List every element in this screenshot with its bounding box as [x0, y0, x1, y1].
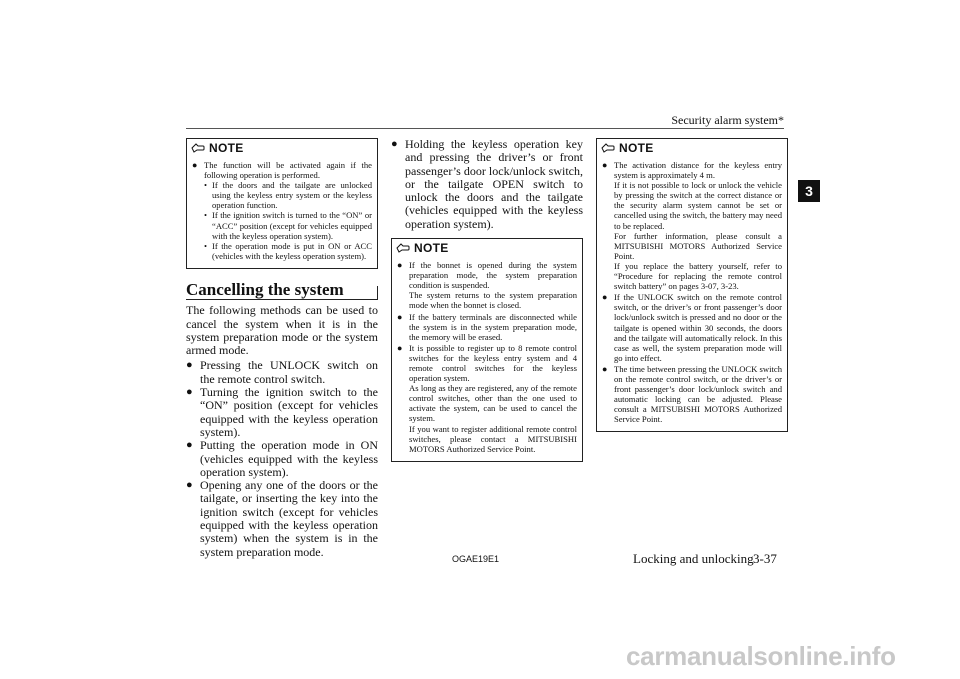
document-code: OGAE19E1 — [452, 554, 500, 564]
running-head: Security alarm system* — [671, 113, 784, 127]
method-list — [186, 359, 378, 558]
intro-paragraph: The following methods can be used to cancel the system when it is in the system preparation mode or the system armed mode. — [186, 303, 378, 358]
header-rule — [186, 128, 784, 129]
note-box — [186, 138, 378, 269]
note-subitem: • If the ignition switch is turned to the “ON” or “ACC” position (except for vehicles equipped with the keyless operation system). — [204, 210, 372, 240]
watermark: carmanualsonline.info — [626, 641, 896, 671]
chapter-tab: 3 — [798, 180, 820, 202]
note-title: NOTE — [619, 140, 654, 155]
note-bullet — [397, 343, 577, 454]
note-bullet: ● The time between pressing the UNLOCK switch on the remote control switch, or the driver’s or front passenger’s door lock/unlock switch and automatic locking can be adjusted. Please consult a MITSUBISHI MOTORS Authorized Service Point. — [602, 364, 782, 425]
note-bullet — [397, 260, 577, 310]
note-bullet-text: ● It is possible to register up to 8 remote control switches for the keyless entry system and 4 remote control switches for the keyless operation system. — [409, 342, 577, 384]
section-title: Cancelling the system — [186, 283, 378, 300]
note-bullet-extra: The system returns to the system preparation mode when the bonnet is closed. — [409, 290, 577, 311]
list-item: ● Pressing the UNLOCK switch on the remote control switch. — [186, 359, 378, 386]
note-hand-icon — [601, 142, 615, 154]
page-number: 3-37 — [753, 551, 777, 566]
note-bullet-text: ● If the bonnet is opened during the system preparation mode, the system preparation condition is suspended. — [409, 260, 577, 291]
method-list-continued — [391, 138, 583, 231]
note-header — [597, 139, 787, 157]
list-item: ● Opening any one of the doors or the tailgate, or inserting the key into the ignition switch (except for vehicles equipped with the keyless operation system) when the system is in the system preparation mode. — [186, 479, 378, 559]
list-item: ● Turning the ignition switch to the “ON” position (except for vehicles equipped with the keyless operation system). — [186, 386, 378, 439]
note-hand-icon — [191, 142, 205, 154]
note-subitem: • If the doors and the tailgate are unlocked using the keyless entry system or the keyless operation function. — [204, 180, 372, 210]
note-title: NOTE — [414, 241, 449, 256]
note-bullet: ● If the UNLOCK switch on the remote control switch, or the driver’s or front passenger’s door lock/unlock switch is pressed and no door or the tailgate is opened within 30 seconds, the doors and the tailgate will automatically relock. In this case as well, the system preparation mode will go into effect. — [602, 292, 782, 363]
note-header — [187, 139, 377, 157]
note-header — [392, 239, 582, 257]
note-bullet-extra: For further information, please consult a MITSUBISHI MOTORS Authorized Service Point. — [614, 230, 782, 261]
column-right — [596, 138, 788, 432]
note-bullet — [192, 160, 372, 261]
note-bullet-extra: If you want to register additional remote control switches, please contact a MITSUBISHI MOTORS Authorized Service Point. — [409, 423, 577, 454]
note-bullet-extra: As long as they are registered, any of the remote control switches, other than the one used to activate the system, can be used to cancel the system. — [409, 383, 577, 424]
note-box — [596, 138, 788, 432]
column-middle — [391, 138, 583, 462]
note-subitem: • If the operation mode is put in ON or ACC (vehicles with the keyless operation system). — [204, 241, 372, 261]
note-title: NOTE — [209, 140, 244, 155]
note-bullet — [602, 160, 782, 291]
list-item: ● Holding the keyless operation key and pressing the driver’s or front passenger’s door lock/unlock switch, or the tailgate OPEN switch to unlock the doors and the tailgate (vehicles equipped with the keyless operation system). — [391, 138, 583, 231]
note-hand-icon — [396, 242, 410, 254]
note-bullet-extra: If you replace the battery yourself, refer to “Procedure for replacing the remote control switch battery” on pages 3-07, 3-23. — [614, 260, 782, 292]
note-bullet-text: The function will be activated again if the following operation is performed. — [204, 160, 372, 181]
column-left — [186, 138, 378, 559]
note-bullet: ● If the battery terminals are disconnected while the system is in the system preparation mode, the memory will be erased. — [397, 312, 577, 342]
note-box — [391, 238, 583, 462]
footer-section-title: Locking and unlocking — [633, 551, 754, 566]
note-bullet-extra: If it is not possible to lock or unlock the vehicle by pressing the switch at the correct distance or the security alarm system cannot be set or cancelled using the switch, the battery may need to be replaced. — [614, 180, 782, 231]
note-bullet-text: ● The activation distance for the keyless entry system is approximately 4 m. — [614, 160, 782, 181]
list-item: ● Putting the operation mode in ON (vehicles equipped with the keyless operation system). — [186, 439, 378, 479]
